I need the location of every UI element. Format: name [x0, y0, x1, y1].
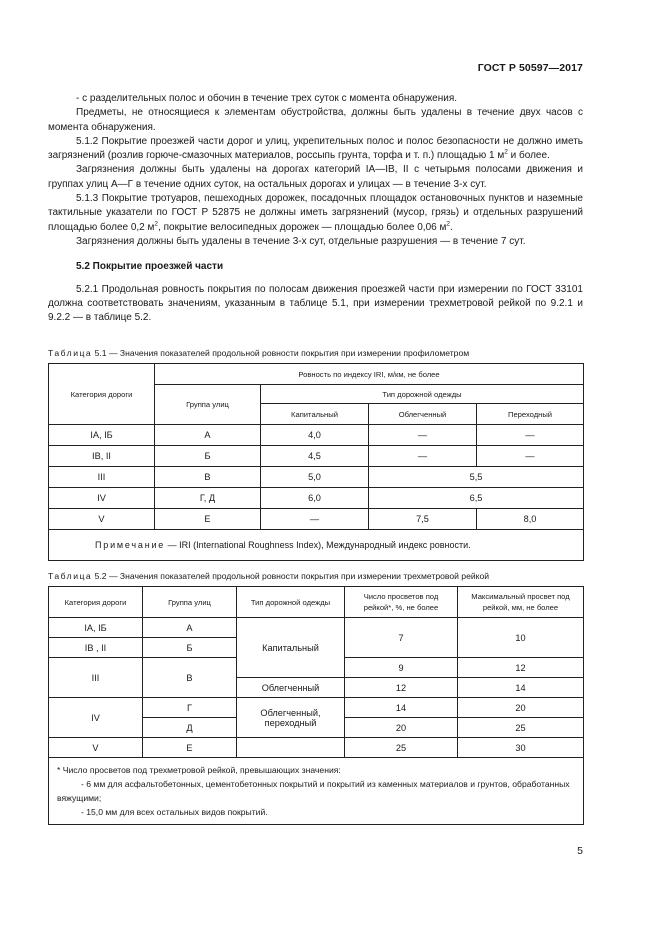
page-number: 5 [577, 845, 583, 857]
footnote-line: * Число просветов под трехметровой рейкой, превышающих значения: [57, 765, 341, 775]
table-cell: — [261, 509, 369, 530]
table-row [49, 698, 584, 718]
caption-number: 5.2 [94, 571, 107, 581]
table-cell: V [49, 509, 155, 530]
table-cell: IV [49, 698, 143, 738]
superscript: 2 [504, 148, 508, 156]
table-note [49, 530, 584, 561]
table-cell: IВ , II [49, 638, 143, 658]
header-cell: Капитальный [261, 404, 369, 425]
table-cell: — [369, 446, 477, 467]
footnote-line: - 15,0 мм для всех остальных видов покрытий. [81, 807, 268, 817]
table-cell: 6,0 [261, 488, 369, 509]
table-cell: Е [155, 509, 261, 530]
table-cell: 10 [458, 618, 584, 658]
table-row [49, 618, 584, 638]
table-cell: А [155, 425, 261, 446]
paragraph: Предметы, не относящиеся к элементам обустройства, должны быть удалены в течение двух часов с момента обнаружения. [48, 107, 583, 133]
paragraph [48, 192, 583, 235]
table-cell: 14 [345, 698, 458, 718]
table-cell: IА, IБ [49, 425, 155, 446]
caption-text: — Значения показателей продольной ровности покрытия при измерении профилометром [108, 348, 470, 358]
table-cell [237, 738, 345, 758]
table-cell: Г, Д [155, 488, 261, 509]
header-cell: Группа улиц [155, 385, 261, 425]
body-text [48, 92, 583, 325]
table-caption [48, 571, 489, 581]
table-cell: 25 [458, 718, 584, 738]
table-row [49, 509, 584, 530]
table-caption [48, 348, 469, 358]
table-cell: 9 [345, 658, 458, 678]
table-cell: IВ, II [49, 446, 155, 467]
table-5-1 [48, 363, 584, 561]
table-cell: 12 [345, 678, 458, 698]
header-cell: Переходный [477, 404, 584, 425]
section-heading: 5.2 Покрытие проезжей части [76, 261, 224, 273]
caption-text: — Значения показателей продольной ровности покрытия при измерении трехметровой рейкой [108, 571, 490, 581]
table-cell: 5,0 [261, 467, 369, 488]
header-cell: Ровность по индексу IRI, м/км, не более [155, 364, 584, 385]
note-text: — IRI (International Roughness Index), Международный индекс ровности. [165, 540, 471, 550]
table-cell: 4,5 [261, 446, 369, 467]
header-cell: Категория дороги [49, 587, 143, 618]
table-cell: 30 [458, 738, 584, 758]
table-cell: Д [143, 718, 237, 738]
text-run: . [449, 221, 453, 233]
table-cell: — [477, 446, 584, 467]
table-cell: IV [49, 488, 155, 509]
header-cell: Облегченный [369, 404, 477, 425]
table-cell: В [143, 658, 237, 698]
table-cell: Облегченный, переходный [237, 698, 345, 738]
table-cell: Б [155, 446, 261, 467]
table-cell: Г [143, 698, 237, 718]
text-run: , покрытие велосипедных дорожек — площадью более 0,06 м [158, 221, 447, 233]
caption-label: Таблица [48, 348, 93, 358]
table-row [49, 446, 584, 467]
text-run: 5.1.2 Покрытие проезжей части дорог и улиц, укрепительных полос и полос безопасности не должно иметь загрязнений (розлив горюче-смазочных материалов, россыпь грунта, торфа и т. п.) площадью 1 м [48, 135, 583, 162]
table-cell: — [477, 425, 584, 446]
header-cell: Группа улиц [143, 587, 237, 618]
table-footnote-row [49, 758, 584, 825]
table-cell: — [369, 425, 477, 446]
table-cell: 5,5 [369, 467, 584, 488]
text-run: 5.1.3 Покрытие тротуаров, пешеходных дорожек, посадочных площадок остановочных пунктов и наземные тактильные указатели по ГОСТ Р 52875 не должны иметь загрязнений (мусор, грязь) и отдельных разрушений площадью более 0,2 м [48, 193, 583, 233]
table-cell: 4,0 [261, 425, 369, 446]
table-footnote [49, 758, 584, 825]
table-cell: 14 [458, 678, 584, 698]
table-cell: III [49, 658, 143, 698]
paragraph: Загрязнения должны быть удалены на дорогах категорий IА—IВ, II с четырьмя полосами движения и группах улиц А—Г в течение одних суток, на остальных дорогах и улицах — в течение 3-х сут. [48, 164, 583, 190]
table-cell: А [143, 618, 237, 638]
paragraph [48, 135, 583, 164]
header-cell: Категория дороги [49, 364, 155, 425]
table-cell: 7 [345, 618, 458, 658]
table-5-2 [48, 586, 584, 825]
doc-id: ГОСТ Р 50597—2017 [477, 62, 583, 74]
text-run: и более. [507, 150, 550, 162]
table-cell: 12 [458, 658, 584, 678]
table-cell: Б [143, 638, 237, 658]
note-label: Примечание [95, 540, 166, 550]
superscript: 2 [154, 220, 159, 228]
paragraph: - с разделительных полос и обочин в течение трех суток с момента обнаружения. [76, 93, 458, 104]
header-cell: Число просветов под рейкой*, %, не более [345, 587, 458, 618]
caption-label: Таблица [48, 571, 93, 581]
table-cell: 7,5 [369, 509, 477, 530]
table-cell: 6,5 [369, 488, 584, 509]
table-cell: 25 [345, 738, 458, 758]
table-row [49, 425, 584, 446]
table-row [49, 467, 584, 488]
header-cell: Максимальный просвет под рейкой, мм, не более [458, 587, 584, 618]
table-cell: V [49, 738, 143, 758]
table-cell: Облегченный [237, 678, 345, 698]
table-cell: IА, IБ [49, 618, 143, 638]
table-cell: Е [143, 738, 237, 758]
table-cell: В [155, 467, 261, 488]
header-cell: Тип дорожной одежды [261, 385, 584, 404]
table-cell: Капитальный [237, 618, 345, 678]
paragraph: 5.2.1 Продольная ровность покрытия по полосам движения проезжей части при измерении по ГОСТ 33101 должна соответствовать значениям, указанным в таблице 5.1, при измерении трехметровой рейкой по 9.2.1 и 9.2.2 — в таблице 5.2. [48, 283, 583, 324]
table-cell: III [49, 467, 155, 488]
table-cell: 20 [458, 698, 584, 718]
table-row [49, 488, 584, 509]
caption-number: 5.1 [94, 348, 107, 358]
table-cell: 8,0 [477, 509, 584, 530]
superscript: 2 [446, 220, 450, 228]
paragraph: Загрязнения должны быть удалены в течение 3-х сут, отдельные разрушения — в течение 7 сут. [76, 235, 526, 247]
header-cell: Тип дорожной одежды [237, 587, 345, 618]
footnote-line: - 6 мм для асфальтобетонных, цементобетонных покрытий и покрытий из каменных материалов и грунтов, обработанных вяжущими; [57, 779, 570, 803]
table-note-row [49, 530, 584, 561]
table-row [49, 738, 584, 758]
table-cell: 20 [345, 718, 458, 738]
